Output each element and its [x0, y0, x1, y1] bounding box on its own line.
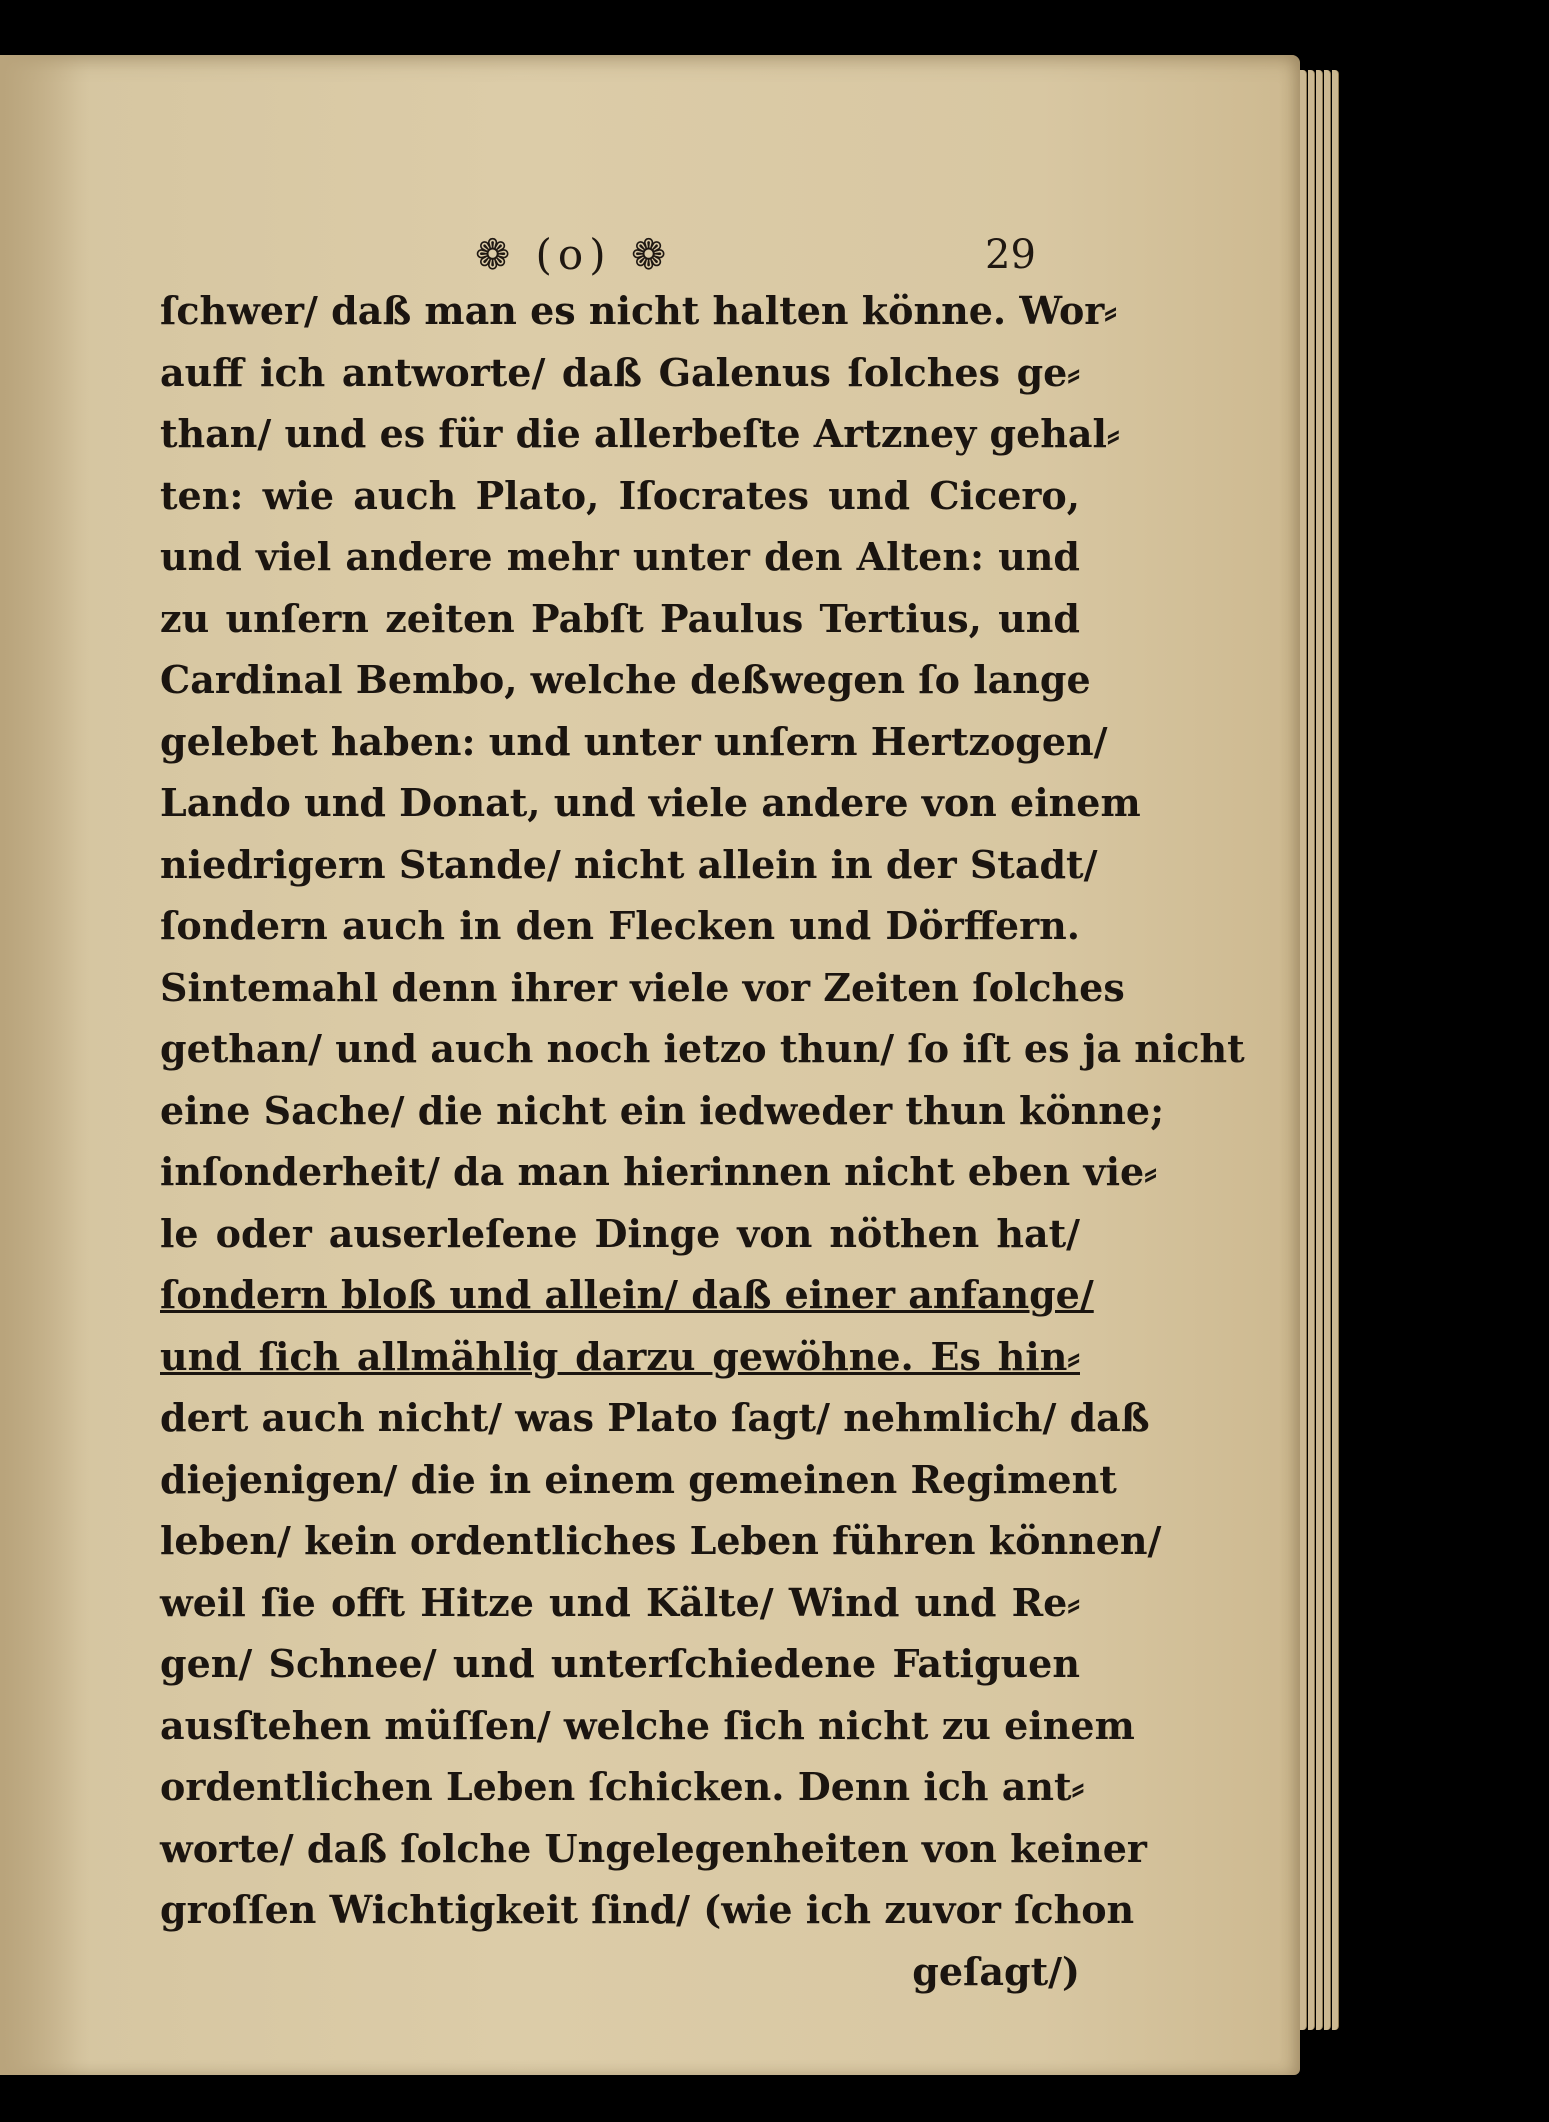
text-line: weil ſie offt Hitze und Kälte/ Wind und Re⸗ [160, 1579, 1080, 1625]
text-line: diejenigen/ die in einem gemeinen Regiment [160, 1456, 1117, 1502]
text-line-underlined: ſondern bloß und allein/ daß einer anfange/ [160, 1272, 1094, 1317]
text-line: inſonderheit/ da man hierinnen nicht eben vie⸗ [160, 1149, 1157, 1194]
page-gutter [0, 55, 90, 2075]
catchword-line: geſagt/) [912, 1948, 1080, 1994]
text-line: gethan/ und auch noch ietzo thun/ ſo iſt es ja nicht [160, 1026, 1245, 1071]
text-line: ordentlichen Leben ſchicken. Denn ich ant⸗ [160, 1764, 1085, 1809]
book-page [0, 55, 1300, 2075]
text-line: auff ich antworte/ daß Galenus ſolches ge⸗ [160, 349, 1080, 395]
text-line: dert auch nicht/ was Plato ſagt/ nehmlich/ daß [160, 1395, 1150, 1440]
text-line: le oder auserleſene Dinge von nöthen hat/ [160, 1210, 1080, 1256]
text-line: und viel andere mehr unter den Alten: und [160, 534, 1080, 579]
text-line: Lando und Donat, und viele andere von einem [160, 780, 1141, 825]
page-edge [1324, 70, 1331, 2030]
text-line: Cardinal Bembo, welche deßwegen ſo lange [160, 657, 1091, 702]
text-line: leben/ kein ordentliches Leben führen können/ [160, 1518, 1162, 1563]
text-line: worte/ daß ſolche Ungelegenheiten von keiner [160, 1825, 1147, 1871]
text-line: ten: wie auch Plato, Iſocrates und Cicero, [160, 472, 1080, 518]
text-line: zu unſern zeiten Pabſt Paulus Tertius, und [160, 595, 1080, 641]
text-line: niedrigern Stande/ nicht allein in der Stadt/ [160, 841, 1098, 887]
page-number: 29 [985, 232, 1036, 278]
page-edge [1316, 70, 1323, 2030]
body-text [160, 280, 1245, 2002]
text-line: gen/ Schnee/ und unterſchiedene Fatiguen [160, 1641, 1080, 1686]
text-line: Sintemahl denn ihrer viele vor Zeiten ſolches [160, 964, 1125, 1010]
text-line: ausſtehen müſſen/ welche ſich nicht zu einem [160, 1702, 1135, 1748]
text-line: groſſen Wichtigkeit ſind/ (wie ich zuvor ſchon [160, 1887, 1135, 1932]
page-edge [1332, 70, 1339, 2030]
text-line: ſchwer/ daß man es nicht halten könne. Wor⸗ [160, 288, 1117, 333]
text-line: ſondern auch in den Flecken und Dörffern. [160, 903, 1080, 948]
text-line: eine Sache/ die nicht ein iedweder thun könne; [160, 1087, 1165, 1133]
text-line: gelebet haben: und unter unſern Hertzogen/ [160, 718, 1108, 764]
page-edge [1308, 70, 1315, 2030]
text-line: than/ und es für die allerbeſte Artzney gehal⸗ [160, 411, 1120, 456]
running-head-ornament: ❁ (o) ❁ [475, 230, 673, 279]
text-line-underlined: und ſich allmählig darzu gewöhne. Es hin⸗ [160, 1333, 1080, 1379]
page-header [0, 230, 1300, 280]
page-edge [1300, 70, 1307, 2030]
